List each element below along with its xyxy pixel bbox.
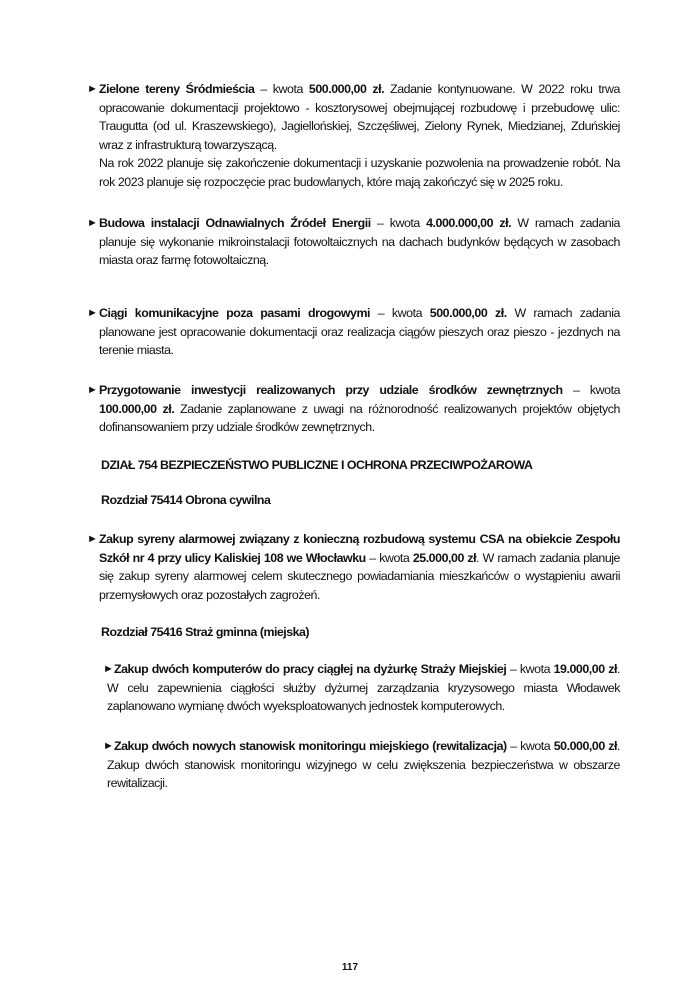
item-line: Traugutta (od ul. Kraszewskiego), Jagiellońskiej, Szczęśliwej, Zielony Rynek, Miedzianej, Zduńskiej [99, 119, 620, 133]
page-number: 117 [341, 962, 359, 973]
item-line: Zakup dwóch stanowisk monitoringu wizyjnego w celu zwiększenia bezpieczeństwa w obszarze [107, 757, 620, 772]
item-separator: – kwota [365, 550, 413, 565]
item-separator: – kwota [506, 739, 554, 753]
item-amount: 25.000,00 zł [412, 550, 477, 565]
item-line: dofinansowaniem przy udziale środków zewnętrznych. [99, 420, 375, 434]
item-lead-text: . W ramach zadania planuje [476, 550, 620, 565]
item-syrena [87, 530, 620, 604]
item-line: się zakup syreny alarmowej celem skutecznego powiadamiania mieszkańców o wystąpieniu awarii [99, 569, 620, 583]
item-amount: 50.000,00 zł [553, 739, 617, 753]
item-lead-text: Zadanie kontynuowane. W 2022 roku trwa [384, 82, 620, 96]
item-title-line [87, 530, 620, 549]
bullet-triangle-icon: ► [87, 83, 98, 95]
item-line [99, 549, 620, 568]
item-line: miasta oraz farmę fotowoltaiczną. [99, 253, 269, 267]
item-amount: 4.000.000,00 zł. [426, 216, 512, 230]
item-separator: – kwota [254, 82, 309, 96]
item-line: rewitalizacji. [107, 776, 168, 790]
item-line: W celu zapewnienia ciągłości służby dyżurnej zarządzania kryzysowego miasta Włodawek [107, 680, 620, 695]
item-title: Zakup syreny alarmowej związany z konieczną rozbudową systemu CSA na obiekcie Zespołu [99, 532, 620, 546]
bullet-triangle-icon: ► [87, 384, 98, 396]
item-first-line [87, 381, 620, 400]
item-title: Budowa instalacji Odnawialnych Źródeł Energii [99, 216, 371, 230]
item-first-line [87, 80, 620, 99]
dzial-heading: DZIAŁ 754 BEZPIECZEŃSTWO PUBLICZNE I OCHRONA PRZECIWPOŻAROWA [101, 458, 533, 472]
item-zielone-tereny [87, 80, 620, 191]
item-separator: – kwota [506, 662, 554, 676]
item-oze [87, 214, 620, 270]
item-komputery [103, 660, 620, 716]
item-title: Ciągi komunikacyjne poza pasami drogowymi [99, 306, 371, 320]
item-line: przemysłowych oraz pozostałych zagrożeń. [99, 587, 320, 602]
item-title: Zakup dwóch nowych stanowisk monitoringu miejskiego (rewitalizacja) [114, 739, 507, 753]
item-przygotowanie [87, 381, 620, 437]
item-line [99, 400, 620, 419]
item-line: zaplanowano wymianę dwóch wyeksploatowanych jednostek komputerowych. [107, 699, 505, 713]
bullet-triangle-icon: ► [87, 533, 98, 545]
item-first-line [103, 660, 620, 679]
item-line: opracowanie dokumentacji projektowo - kosztorysowej obejmującej rozbudowę i przebudowę ulic: [99, 100, 620, 115]
rozdzial-heading: Rozdział 75416 Straż gminna (miejska) [101, 625, 310, 639]
item-first-line [87, 214, 620, 233]
item-separator: – kwota [370, 216, 427, 230]
bullet-triangle-icon: ► [103, 663, 114, 675]
item-amount: 500.000,00 zł. [429, 306, 507, 320]
item-line-text: Zadanie zaplanowane z uwagi na różnorodność realizowanych projektów objętych [174, 401, 620, 416]
item-first-line [103, 737, 620, 756]
item-line: wraz z infrastrukturą towarzyszącą. [99, 137, 277, 152]
item-title-cont: Szkół nr 4 przy ulicy Kaliskiej 108 we Włocławku [99, 550, 366, 565]
item-title: Zielone tereny Śródmieścia [99, 82, 255, 96]
rozdzial-heading: Rozdział 75414 Obrona cywilna [101, 493, 271, 507]
item-line: planowane jest opracowanie dokumentacji oraz realizacja ciągów pieszych oraz pieszo - jezdnych na [99, 324, 620, 339]
item-line: rok 2023 planuje się rozpoczęcie prac budowlanych, które mają zakończyć się w 2025 roku. [99, 174, 563, 189]
bullet-triangle-icon: ► [103, 740, 114, 752]
bullet-triangle-icon: ► [87, 217, 98, 229]
bullet-triangle-icon: ► [87, 307, 98, 319]
item-dot: . [617, 662, 620, 676]
item-monitoring [103, 737, 620, 793]
item-separator: – kwota [562, 383, 621, 397]
item-dot: . [617, 739, 620, 753]
item-ciagi [87, 304, 620, 360]
item-first-line [87, 304, 620, 323]
item-amount: 100.000,00 zł. [99, 401, 175, 416]
item-amount: 19.000,00 zł [553, 662, 617, 676]
item-title: Przygotowanie inwestycji realizowanych przy udziale środków zewnętrznych [99, 383, 563, 397]
item-lead-text: W ramach zadania [506, 306, 620, 320]
item-lead-text: W ramach zadania [511, 216, 620, 230]
item-line: Na rok 2022 planuje się zakończenie dokumentacji i uzyskanie pozwolenia na prowadzenie robót. Na [99, 156, 620, 170]
item-separator: – kwota [370, 306, 430, 320]
item-line: terenie miasta. [99, 343, 174, 357]
item-line: planuje się wykonanie mikroinstalacji fotowoltaicznych na dachach budynków będących w zasobach [99, 234, 620, 249]
item-amount: 500.000,00 zł. [308, 82, 385, 96]
item-title: Zakup dwóch komputerów do pracy ciągłej na dyżurkę Straży Miejskiej [114, 662, 507, 676]
